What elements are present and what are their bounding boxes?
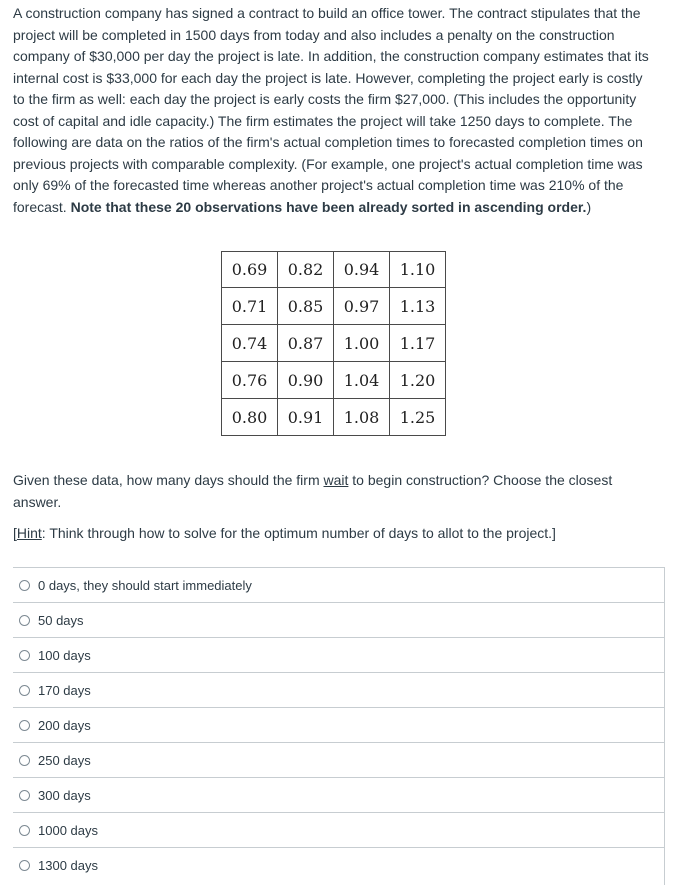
divider-right xyxy=(664,567,665,885)
radio-button[interactable] xyxy=(19,615,30,626)
answer-label: 170 days xyxy=(38,682,91,698)
table-cell: 1.10 xyxy=(390,252,446,288)
hint-line xyxy=(13,523,653,545)
table-cell: 0.97 xyxy=(334,288,390,325)
ratio-data-table xyxy=(221,251,446,436)
answer-label: 1300 days xyxy=(38,857,98,873)
radio-button[interactable] xyxy=(19,825,30,836)
table-cell: 0.91 xyxy=(278,399,334,436)
prompt-text-before: Given these data, how many days should the firm xyxy=(13,472,324,488)
hint-open-bracket: [ xyxy=(13,525,17,541)
answer-label: 250 days xyxy=(38,752,91,768)
radio-button[interactable] xyxy=(19,580,30,591)
table-cell: 0.90 xyxy=(278,362,334,399)
table-cell: 0.80 xyxy=(222,399,278,436)
table-cell: 0.71 xyxy=(222,288,278,325)
answer-option[interactable] xyxy=(13,602,665,637)
answer-label: 300 days xyxy=(38,787,91,803)
table-cell: 0.69 xyxy=(222,252,278,288)
prompt-text-after: to begin construction? Choose the closest answer. xyxy=(13,472,613,510)
answer-label: 0 days, they should start immediately xyxy=(38,577,252,593)
answer-label: 100 days xyxy=(38,647,91,663)
table-row xyxy=(222,252,446,288)
answer-label: 1000 days xyxy=(38,822,98,838)
table-cell: 1.20 xyxy=(390,362,446,399)
table-cell: 0.82 xyxy=(278,252,334,288)
question-bold-note: Note that these 20 observations have been already sorted in ascending order. xyxy=(70,198,587,215)
radio-button[interactable] xyxy=(19,720,30,731)
hint-text: : Think through how to solve for the optimum number of days to allot to the project.] xyxy=(41,525,556,541)
answer-option[interactable] xyxy=(13,672,665,707)
radio-button[interactable] xyxy=(19,860,30,871)
radio-button[interactable] xyxy=(19,790,30,801)
radio-button[interactable] xyxy=(19,755,30,766)
table-cell: 1.08 xyxy=(334,399,390,436)
table-row xyxy=(222,399,446,436)
table-cell: 1.25 xyxy=(390,399,446,436)
table-cell: 0.85 xyxy=(278,288,334,325)
question-prompt xyxy=(13,470,653,513)
table-cell: 0.76 xyxy=(222,362,278,399)
answer-option[interactable] xyxy=(13,847,665,882)
radio-button[interactable] xyxy=(19,685,30,696)
answer-option[interactable] xyxy=(13,707,665,742)
question-paragraph xyxy=(13,3,653,218)
table-cell: 0.74 xyxy=(222,325,278,362)
table-cell: 1.17 xyxy=(390,325,446,362)
table-row xyxy=(222,362,446,399)
answer-option[interactable] xyxy=(13,777,665,812)
table-cell: 1.13 xyxy=(390,288,446,325)
answer-option[interactable] xyxy=(13,637,665,672)
table-cell: 0.87 xyxy=(278,325,334,362)
answer-label: 50 days xyxy=(38,612,84,628)
table-cell: 1.04 xyxy=(334,362,390,399)
question-body: A construction company has signed a contract to build an office tower. The contract stipulates that the project will be completed in 1500 days from today and also includes a penalty on the construction company of $30,000 per day the project is late. In addition, the construction company estimates that its internal cost is $33,000 for each day the project is late. However, completing the project early is costly to the firm as well: each day the project is early costs the firm $27,000. (This includes the opportunity cost of capital and idle capacity.) The firm estimates the project will take 1250 days to complete. The following are data on the ratios of the firm's actual completion times to forecasted completion times on previous projects with comparable complexity. (For example, one project's actual completion time was only 69% of the forecasted time whereas another project's actual completion time was 210% of the forecast. xyxy=(13,5,649,215)
answer-list xyxy=(13,567,665,882)
table-cell: 0.94 xyxy=(334,252,390,288)
table-row xyxy=(222,288,446,325)
hint-link[interactable]: Hint xyxy=(16,525,42,541)
table-row xyxy=(222,325,446,362)
question-text xyxy=(13,3,653,218)
answer-option[interactable] xyxy=(13,567,665,602)
answer-label: 200 days xyxy=(38,717,91,733)
prompt-emphasis: wait xyxy=(323,472,349,488)
question-close-paren: ) xyxy=(586,198,592,215)
answer-option[interactable] xyxy=(13,742,665,777)
radio-button[interactable] xyxy=(19,650,30,661)
answer-option[interactable] xyxy=(13,812,665,847)
table-cell: 1.00 xyxy=(334,325,390,362)
